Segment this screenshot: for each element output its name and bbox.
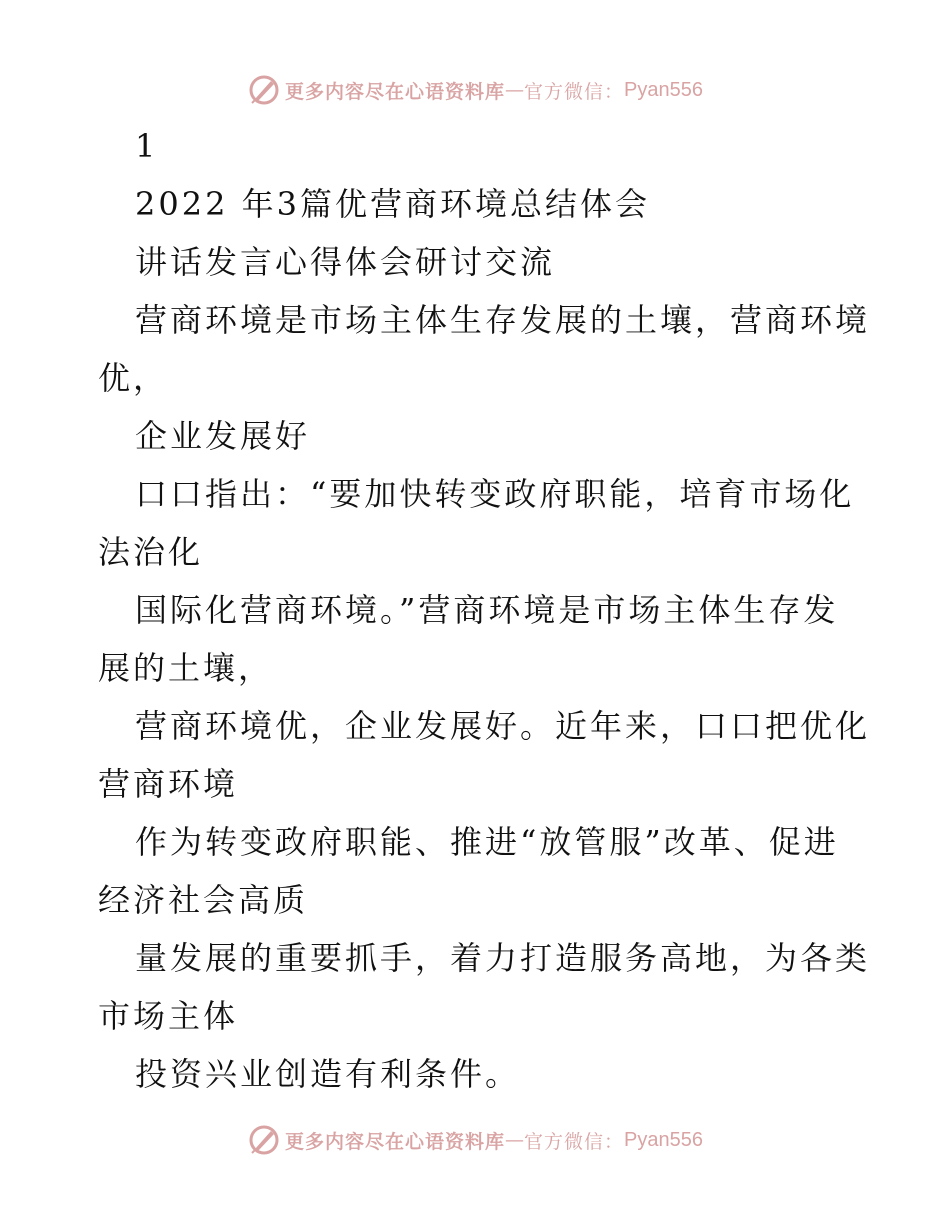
quill-pen-logo-icon [247, 1123, 281, 1157]
paragraph-line: 量发展的重要抓手，着力打造服务高地，为各类 [135, 939, 871, 977]
banner-separator: — [505, 1129, 525, 1151]
paragraph-line: 营商环境 [98, 765, 239, 803]
paragraph-line: 企业发展好 [135, 417, 311, 455]
footer-banner [0, 1120, 950, 1160]
banner-wechat-id: Pyan556 [624, 1128, 703, 1151]
banner-separator: — [505, 79, 525, 101]
banner-wechat-id: Pyan556 [624, 78, 703, 101]
document-title: 2022 年3篇优营商环境总结体会 [135, 185, 650, 223]
document-subtitle: 讲话发言心得体会研讨交流 [135, 243, 556, 281]
paragraph-line: 优， [98, 359, 169, 397]
paragraph-line: 国际化营商环境。”营商环境是市场主体生存发 [135, 591, 839, 629]
paragraph-line: 展的土壤， [98, 649, 274, 687]
banner-text: 更多内容尽在心语资料库 [285, 1130, 506, 1153]
paragraph-line: 法治化 [98, 533, 204, 571]
header-banner [0, 70, 950, 110]
paragraph-line: 营商环境优，企业发展好。近年来，口口把优化 [135, 707, 871, 745]
paragraph-line: 作为转变政府职能、推进“放管服”改革、促进 [135, 823, 839, 861]
banner-text: 更多内容尽在心语资料库 [285, 80, 506, 103]
quill-pen-logo-icon [247, 73, 281, 107]
banner-wechat-label: 官方微信： [524, 1130, 625, 1153]
paragraph-line: 营商环境是市场主体生存发展的土壤，营商环境 [135, 301, 871, 339]
paragraph-line: 投资兴业创造有利条件。 [135, 1055, 521, 1093]
paragraph-line: 口口指出：“要加快转变政府职能，培育市场化 [135, 475, 855, 513]
page-number: 1 [135, 127, 159, 165]
paragraph-line: 经济社会高质 [98, 881, 309, 919]
paragraph-line: 市场主体 [98, 997, 239, 1035]
banner-wechat-label: 官方微信： [524, 80, 625, 103]
